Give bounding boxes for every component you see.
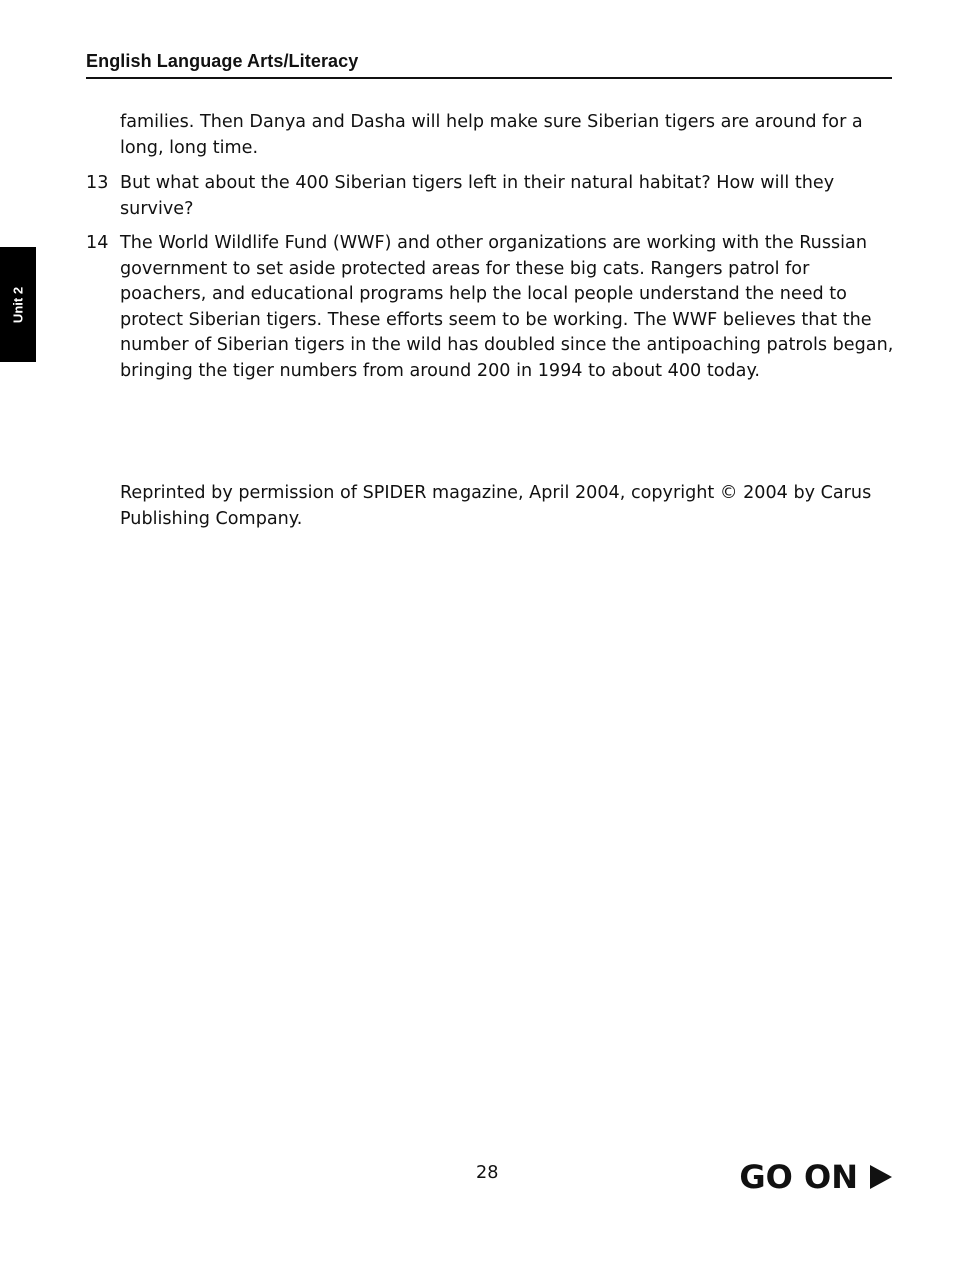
paragraph-number: 14 [86,233,109,253]
go-on-indicator [739,1158,892,1196]
paragraph-14 [86,231,895,385]
paragraph-continuation: families. Then Danya and Dasha will help make sure Siberian tigers are around for a long, long time. [120,112,863,158]
header-divider [86,77,892,79]
go-on-label: GO ON [739,1158,858,1196]
unit-tab-label: Unit 2 [10,286,26,323]
play-arrow-icon [870,1165,892,1189]
paragraph-text: The World Wildlife Fund (WWF) and other organizations are working with the Russian government to set aside protected areas for these big cats. Rangers patrol for poachers, and educational programs help the local people understand the need to protect Siberian tigers. These efforts seem to be working. The WWF believes that the number of Siberian tigers in the wild has doubled since the antipoaching patrols began, bringing the tiger numbers from around 200 in 1994 to about 400 today. [120,233,894,381]
paragraph-number: 13 [86,173,109,193]
page-number: 28 [476,1163,499,1183]
header-title: English Language Arts/Literacy [86,51,359,71]
paragraph-13 [86,171,895,222]
paragraph-text: But what about the 400 Siberian tigers left in their natural habitat? How will they survive? [120,173,835,219]
permission-credit: Reprinted by permission of SPIDER magazine, April 2004, copyright © 2004 by Carus Publishing Company. [120,483,872,529]
unit-side-tab [0,247,36,362]
